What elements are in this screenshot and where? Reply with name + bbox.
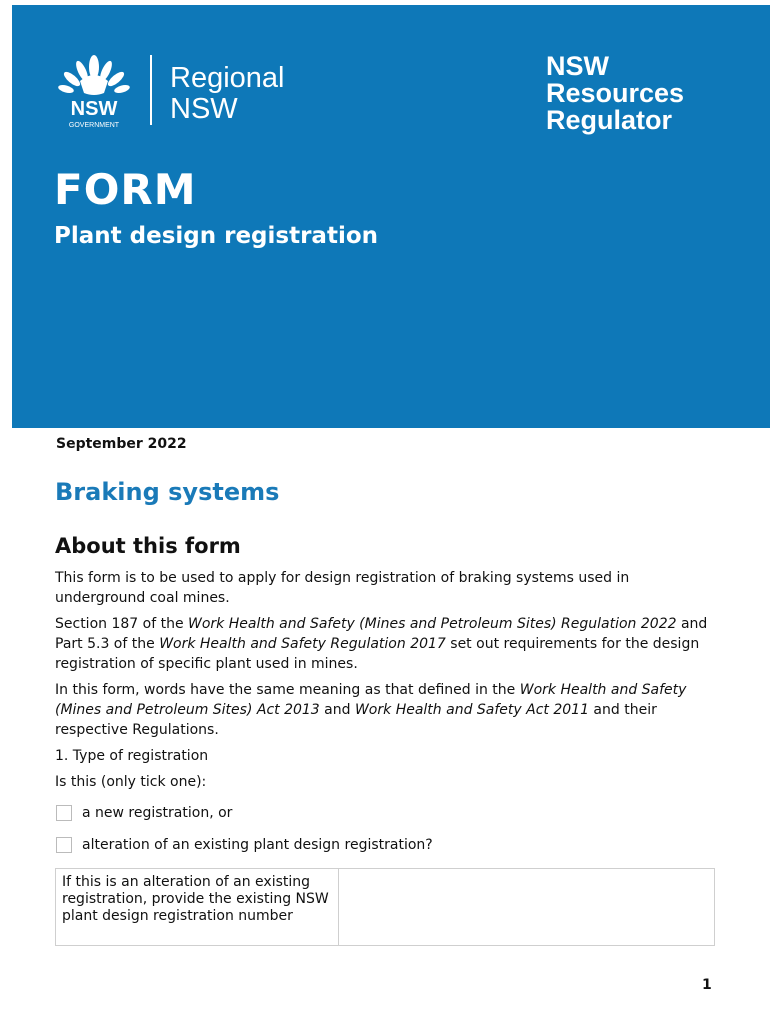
logo-divider [150, 55, 152, 125]
regional-line-1: Regional [170, 62, 285, 94]
regional-nsw-logo [170, 63, 284, 125]
definitions-paragraph: In this form, words have the same meaning as that defined in the Work Health and Safety (Mines and Petroleum Sites) Act 2013 and Work Health and Safety Act 2011 and their respective Regulations. [55, 682, 687, 738]
registration-number-table [55, 868, 715, 946]
header-banner [12, 5, 770, 428]
form-label: FORM [54, 165, 197, 214]
nsw-resources-regulator-logo [546, 53, 684, 134]
intro-paragraph: This form is to be used to apply for design registration of braking systems used in underground coal mines. [55, 570, 630, 606]
page-number: 1 [702, 977, 712, 993]
section-heading: About this form [55, 534, 241, 558]
publication-date: September 2022 [56, 436, 187, 452]
document-heading: Braking systems [55, 478, 280, 506]
question-label: 1. Type of registration [55, 748, 209, 764]
form-title: Plant design registration [54, 223, 379, 249]
option-label: a new registration, or [82, 805, 233, 821]
regulator-line-3: Regulator [546, 105, 673, 135]
regional-line-2: NSW [170, 93, 238, 125]
registration-number-field[interactable] [339, 869, 714, 945]
regulator-line-1: NSW [546, 51, 609, 81]
registration-number-label: If this is an alteration of an existing registration, provide the existing NSW plant design registration number [56, 869, 339, 945]
svg-text:NSW: NSW [70, 98, 118, 120]
svg-text:GOVERNMENT: GOVERNMENT [68, 122, 120, 129]
option-new-registration[interactable] [56, 803, 232, 823]
nsw-waratah-logo [54, 51, 134, 131]
option-label: alteration of an existing plant design registration? [82, 837, 433, 853]
option-alteration[interactable] [56, 835, 433, 855]
question-prompt: Is this (only tick one): [55, 774, 207, 790]
new-registration-checkbox[interactable] [56, 805, 72, 821]
legislation-paragraph: Section 187 of the Work Health and Safety (Mines and Petroleum Sites) Regulation 2022 and Part 5.3 of the Work Health and Safety Regulation 2017 set out requirements for the design registration of specific plant used in mines. [55, 616, 708, 672]
alteration-checkbox[interactable] [56, 837, 72, 853]
regulator-line-2: Resources [546, 78, 685, 108]
